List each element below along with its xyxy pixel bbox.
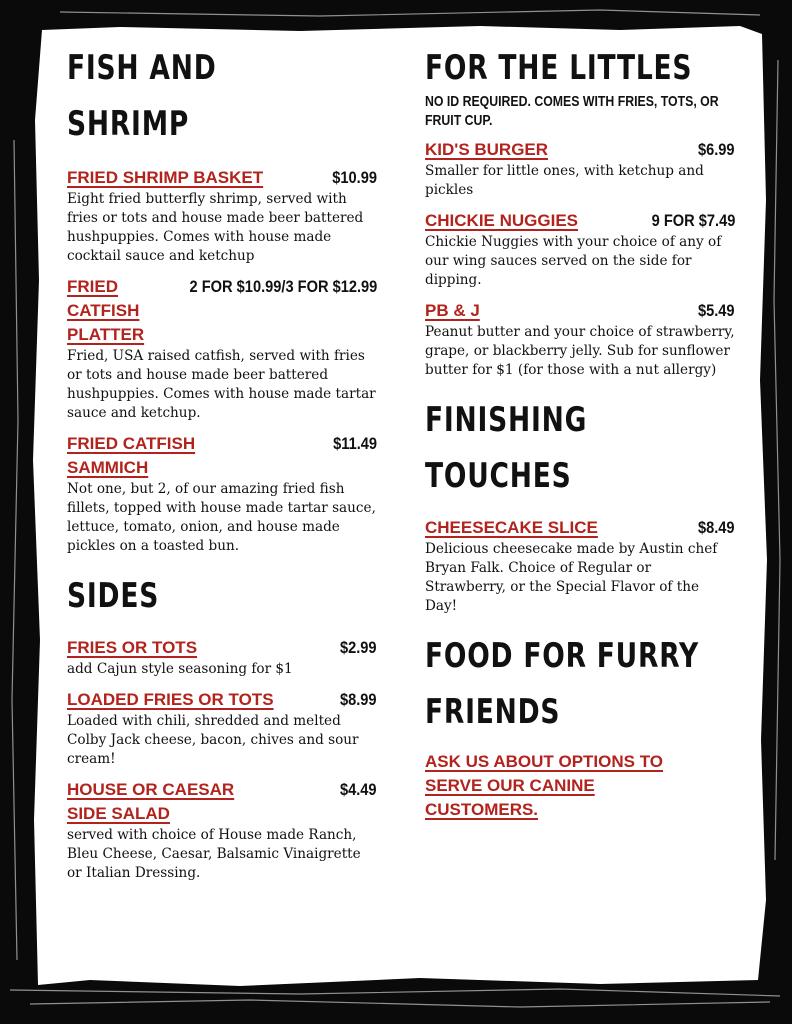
section-title: SIDES [67,576,160,616]
note-line: SERVE OUR CANINE [425,776,595,795]
menu-item-house-or-caesar-side-salad [67,778,377,883]
item-price: $8.99 [340,690,377,709]
menu-item-kids-burger [425,138,735,200]
item-name: FRIED SHRIMP BASKET [67,168,264,187]
item-description: Not one, but 2, of our amazing fried fish fillets, topped with house made tartar sauce, lettuce, tomato, onion, and house made pickles on a toasted bun. [67,481,376,554]
item-price: $4.49 [340,780,377,799]
section-title: FOR THE LITTLES [425,48,693,88]
left-column [67,28,377,883]
item-price: $8.49 [698,518,735,537]
item-name: FRIED CATFISH [67,434,196,453]
menu-item-chickie-nuggies [425,209,735,290]
menu-item-fried-shrimp-basket [67,166,377,266]
item-description: Delicious cheesecake made by Austin chef Bryan Falk. Choice of Regular or Strawberry, or the Special Flavor of the Day! [425,541,718,614]
section-food-for-furry-friends [425,628,735,822]
item-name: CHICKIE NUGGIES [425,211,579,230]
item-description: Chickie Nuggies with your choice of any of our wing sauces served on the side for dipping. [425,234,722,288]
item-price: $5.49 [698,301,735,320]
item-name: FRIES OR TOTS [67,638,198,657]
menu-item-fried-catfish-sammich [67,432,377,556]
menu-item-loaded-fries-or-tots [67,688,377,769]
section-sides [67,568,377,883]
item-name: KID'S BURGER [425,140,549,159]
item-price: 2 FOR $10.99/3 FOR $12.99 [189,277,377,296]
section-finishing-touches [425,392,735,616]
item-description: Fried, USA raised catfish, served with fries or tots and house made beer battered hushpuppies. Comes with house made tartar sauce and ketchup. [67,348,376,421]
menu-panel [40,28,768,990]
item-price: $2.99 [340,638,377,657]
item-description: served with choice of House made Ranch, Bleu Cheese, Caesar, Balsamic Vinaigrette or Italian Dressing. [67,827,361,881]
menu-item-fried-catfish-platter [67,275,377,423]
section-title: SHRIMP [67,104,190,144]
item-price: 9 FOR $7.49 [651,211,735,230]
item-name: CATFISH PLATTER [67,301,145,344]
section-title: FOOD FOR FURRY [425,636,699,676]
section-title: FINISHING [425,400,588,440]
item-name: SIDE SALAD [67,804,170,823]
item-name: LOADED FRIES OR TOTS [67,690,274,709]
item-name: HOUSE OR CAESAR [67,780,235,799]
item-price: $10.99 [332,168,377,187]
canine-options-note [425,750,735,822]
item-name: PB & J [425,301,480,320]
note-line: CUSTOMERS. [425,800,539,819]
section-title: TOUCHES [425,456,572,496]
note-line: ASK US ABOUT OPTIONS TO [425,752,664,771]
section-note: NO ID REQUIRED. COMES WITH FRIES, TOTS, OR FRUIT CUP. [425,93,719,129]
item-description: Loaded with chili, shredded and melted Colby Jack cheese, bacon, chives and sour cream! [67,713,359,767]
item-description: Eight fried butterfly shrimp, served with fries or tots and house made beer battered hushpuppies. Comes with house made cocktail sauce and ketchup [67,191,364,264]
item-name: SAMMICH [67,458,149,477]
menu-item-fries-or-tots [67,636,377,679]
section-for-the-littles [425,40,735,380]
item-description: Peanut butter and your choice of strawberry, grape, or blackberry jelly. Sub for sunflower butter for $1 (for those with a nut allergy) [425,324,735,378]
right-column [425,28,735,822]
menu-item-pb-and-j [425,299,735,380]
item-description: Smaller for little ones, with ketchup and pickles [425,163,704,198]
section-title: FISH AND [67,48,217,88]
item-price: $11.49 [333,434,377,453]
item-name: FRIED [67,277,118,296]
menu-item-cheesecake-slice [425,516,735,616]
section-title: FRIENDS [425,692,561,732]
item-name: CHEESECAKE SLICE [425,518,598,537]
section-fish-and-shrimp [67,40,377,556]
item-price: $6.99 [698,140,735,159]
item-description: add Cajun style seasoning for $1 [67,661,293,677]
